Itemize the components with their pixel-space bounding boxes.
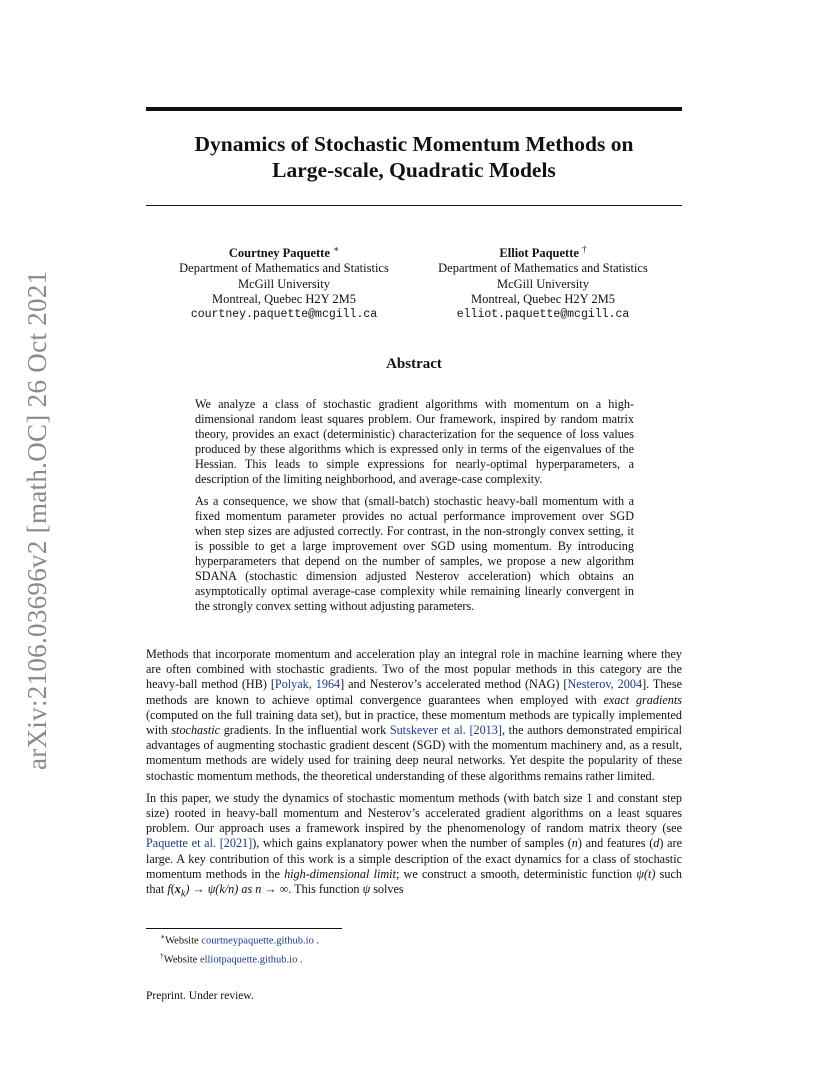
footnote-rule: [146, 928, 342, 929]
text-run: , the authors demonstrated empirical advantages of augmenting stochastic gradient descent (SGD) with the momentum machinery and, as a result, momentum methods are widely used for training deep neural networks. Yet despite the popularity of these stochastic momentum methods, the theoretical understanding of these algorithms remains rather limited.: [146, 723, 682, 783]
text-run: ] and Nesterov’s accelerated method (NAG) [: [340, 677, 568, 692]
text-run: ) are large. A key contribution of this work is a simple description of the exact dynamics for a class of stochastic momentum methods in the: [146, 836, 682, 881]
footnote-end: .: [297, 954, 303, 966]
text-run: ) and features (: [577, 836, 654, 851]
footnotes: [160, 930, 660, 969]
math-limit: ) → ψ(k/n) as n → ∞: [185, 882, 289, 897]
author-address: Montreal, Quebec H2Y 2M5: [212, 291, 356, 306]
footnote-mark: ∗: [160, 932, 166, 941]
citation-link[interactable]: Polyak, 1964: [274, 677, 341, 692]
emphasis: high-dimensional limit: [284, 866, 396, 881]
abstract-paragraph-1: We analyze a class of stochastic gradient algorithms with momentum on a high-dimensional random least squares problem. Our framework, inspired by random matrix theory, provides an exact (deterministic) characterization for the sequence of loss values produced by these algorithms which is expressed only in terms of the eigenvalues of the Hessian. This leads to simple expressions for nearly-optimal hyperparameters, a description of the limiting neighborhood, and average-case complexity.: [195, 397, 634, 486]
math-d: d: [653, 836, 660, 851]
footnote-mark: †: [582, 244, 587, 254]
math-n: n: [571, 836, 578, 851]
author-department: Department of Mathematics and Statistics: [179, 261, 389, 276]
author-name: Elliot Paquette: [499, 246, 579, 261]
math-psi: ψ: [362, 882, 371, 897]
footnote-label: Website: [165, 935, 202, 947]
author-block-1: [134, 242, 434, 322]
footnote-label: Website: [163, 954, 200, 966]
author-block-2: [393, 242, 693, 322]
text-run: solves: [370, 882, 404, 897]
body-paragraph-2: In this paper, we study the dynamics of stochastic momentum methods (with batch size 1 and constant step size) rooted in heavy-ball momentum and Nesterov’s accelerated gradient algorithms on a least squares problem. Our approach uses a framework inspired by the phenomenology of random matrix theory (see Paquette et al. [2021]), which gains explanatory power when the number of samples (n) and features (d) are large. A key contribution of this work is a simple description of the exact dynamics for a class of stochastic momentum methods in the high-dimensional limit; we construct a smooth, deterministic function ψ(t) such that $f(x_k) \to \psi(k/n)$ as n → ∞. This function ψ solves: [146, 790, 683, 900]
citation-link[interactable]: Sutskever et al. [2013]: [389, 723, 502, 738]
author-department: Department of Mathematics and Statistics: [438, 261, 648, 276]
emphasis: stochastic: [171, 723, 221, 738]
text-run: ), which gains explanatory power when the number of samples (: [252, 836, 572, 851]
paper-title: [146, 131, 682, 183]
text-run: (computed on the full training data set), but in practice, these momentum methods are typically implemented with: [146, 707, 682, 738]
text-run: gradients. In the influential work: [220, 723, 390, 738]
footnote-2: [160, 949, 660, 968]
math-psi-t: ψ(t): [636, 866, 656, 881]
website-link[interactable]: courtneypaquette.github.io: [201, 935, 314, 947]
emphasis: exact gradients: [603, 692, 682, 707]
abstract: [195, 397, 634, 621]
abstract-paragraph-2: As a consequence, we show that (small-batch) stochastic heavy-ball momentum with a fixed momentum parameter provides no actual performance improvement over SGD when step sizes are adjusted correctly. For contrast, in the non-strongly convex setting, it is possible to get a large improvement over SGD using momentum. By introducing hyperparameters that depend on the number of samples, we propose a new algorithm SDANA (stochastic dimension adjusted Nesterov acceleration) which obtains an asymptotically optimal average-case complexity while remaining linearly convergent in the strongly convex setting without adjusting parameters.: [195, 494, 634, 613]
title-top-rule: [146, 107, 682, 111]
title-line-2: Large-scale, Quadratic Models: [272, 158, 556, 182]
math-f: f: [167, 882, 171, 897]
author-address: Montreal, Quebec H2Y 2M5: [471, 291, 615, 306]
title-line-1: Dynamics of Stochastic Momentum Methods on: [194, 132, 634, 156]
footnote-mark: †: [160, 951, 164, 961]
text-run: ; we construct a smooth, deterministic function: [395, 866, 637, 881]
footnote-mark: ∗: [333, 244, 340, 254]
author-university: McGill University: [237, 276, 330, 291]
math-x: x: [174, 882, 181, 897]
body-paragraph-1: [146, 647, 682, 784]
text-run: . This function: [288, 882, 363, 897]
text-run: ]. These methods are known to achieve optimal convergence guarantees when employed with: [146, 677, 682, 707]
author-name: Courtney Paquette: [228, 246, 330, 261]
text-run: Methods that incorporate momentum and acceleration play an integral role in machine learning where they are often combined with stochastic gradients. Two of the most popular methods in this category are the heavy-ball method (HB) [: [146, 647, 682, 692]
title-bottom-rule: [146, 205, 682, 206]
citation-link[interactable]: Nesterov, 2004: [567, 677, 643, 692]
citation-link[interactable]: Paquette et al. [2021]: [146, 836, 253, 851]
abstract-heading: Abstract: [386, 356, 442, 372]
author-university: McGill University: [496, 276, 589, 291]
author-email[interactable]: elliot.paquette@mcgill.ca: [456, 307, 630, 321]
footnote-1: [160, 930, 660, 949]
text-run: such that: [146, 866, 683, 897]
math-k: k: [180, 888, 186, 900]
arxiv-identifier: arXiv:2106.03696v2 [math.OC] 26 Oct 2021: [22, 270, 52, 770]
footnote-end: .: [313, 935, 320, 947]
text-run: In this paper, we study the dynamics of stochastic momentum methods (with batch size 1 and constant step size) rooted in heavy-ball momentum and Nesterov’s accelerated gradient algorithms on a least squares problem. Our approach uses a framework inspired by the phenomenology of random matrix theory (see: [146, 790, 682, 836]
author-email[interactable]: courtney.paquette@mcgill.ca: [190, 307, 378, 321]
website-link[interactable]: elliotpaquette.github.io: [199, 954, 298, 966]
preprint-note: Preprint. Under review.: [146, 990, 254, 1002]
body-text: [146, 647, 682, 909]
